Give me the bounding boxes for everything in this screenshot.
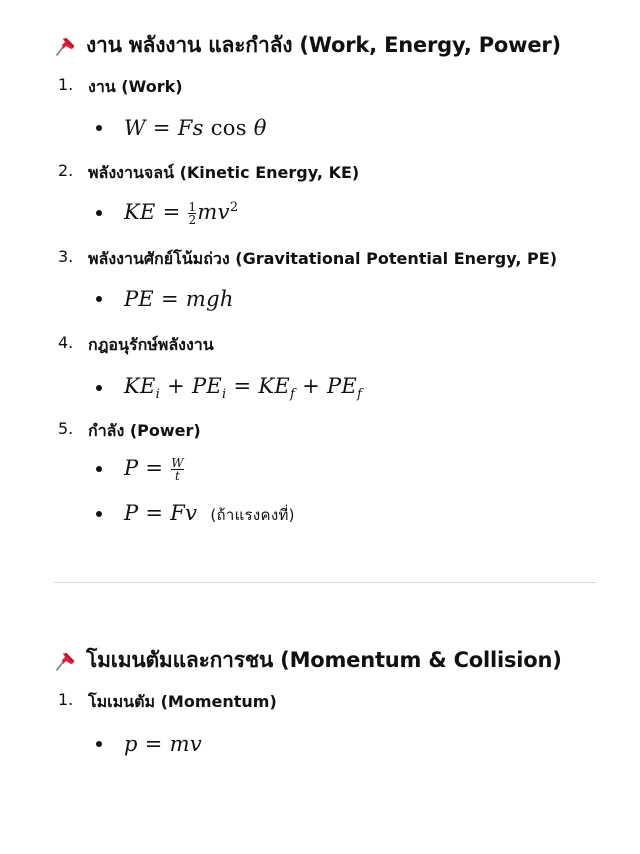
formula-term: P [124,501,139,525]
formula-potential-energy: PE = mgh [96,287,234,311]
formula-term: p [124,732,138,756]
list-title: กำลัง (Power) [88,421,201,440]
list-item [58,690,277,715]
pushpin-icon [54,649,78,673]
formula-momentum: p = mv [96,732,202,756]
formula-subscript: f [289,387,296,403]
formula-term: W [124,116,146,140]
fraction-numerator: 1 [188,200,197,214]
formula-subscript: i [222,387,227,403]
formula-term: PE [124,287,155,311]
list-title: พลังงานจลน์ (Kinetic Energy, KE) [88,163,360,182]
fraction [188,201,196,226]
formula-term: mgh [185,287,234,311]
fraction-denominator: 2 [188,213,197,227]
section-heading-work-energy-power [54,29,561,62]
formula-term: KE [124,374,156,398]
formula-power-work-time: P = $\frac{W}{t}$ [96,456,185,482]
list-item [58,333,214,358]
list-number: 4. [58,333,74,352]
list-number: 1. [58,75,74,94]
section-divider [54,582,596,583]
formula-kinetic-energy: KE = $\frac{1}{2}$ $mv^2$ [96,200,238,226]
formula-subscript: i [155,387,161,403]
bullet-dot [96,511,102,517]
formula-term: θ [253,116,267,140]
bullet-dot [96,296,102,302]
formula-term: Fs [177,116,204,140]
list-item [58,161,359,186]
list-item [58,75,183,100]
formula-exponent: 2 [229,200,239,215]
section-title: โมเมนตัมและการชน (Momentum & Collision) [86,648,562,672]
list-number: 2. [58,161,74,180]
formula-power-force-velocity: P = Fv (ถ้าแรงคงที่) [96,501,295,527]
list-title: โมเมนตัม (Momentum) [88,692,277,711]
formula-energy-conservation: $KE_i + PE_i = KE_f + PE_f$ [96,374,362,402]
formula-term: KE [258,374,290,398]
fraction-denominator: t [175,469,181,483]
formula-term: mv [169,732,202,756]
formula-term: PE [326,374,358,398]
list-title: งาน (Work) [88,77,183,96]
fraction-numerator: W [171,456,184,470]
bullet-dot [96,741,102,747]
bullet-dot [96,210,102,216]
formula-note: (ถ้าแรงคงที่) [210,506,295,524]
list-number: 3. [58,247,74,266]
list-title: กฎอนุรักษ์พลังงาน [88,335,214,354]
bullet-dot [96,466,102,472]
pushpin-icon [54,34,78,58]
list-item [58,247,557,272]
formula-term: KE [124,200,156,224]
list-title: พลังงานศักย์โน้มถ่วง (Gravitational Potential Energy, PE) [88,249,558,268]
bullet-dot [96,125,102,131]
section-heading-momentum [54,644,562,677]
section-title: งาน พลังงาน และกำลัง (Work, Energy, Power) [86,33,561,57]
formula-term: Fv [170,501,198,525]
formula-function: cos [210,116,247,140]
bullet-dot [96,385,102,391]
formula-term: PE [191,374,223,398]
list-number: 1. [58,690,74,709]
list-item [58,419,201,444]
formula-work: W = Fs cos θ [96,116,267,140]
formula-term: P [124,456,139,480]
formula-subscript: f [357,387,363,403]
formula-term: mv [197,200,230,224]
fraction [171,457,184,482]
list-number: 5. [58,419,74,438]
